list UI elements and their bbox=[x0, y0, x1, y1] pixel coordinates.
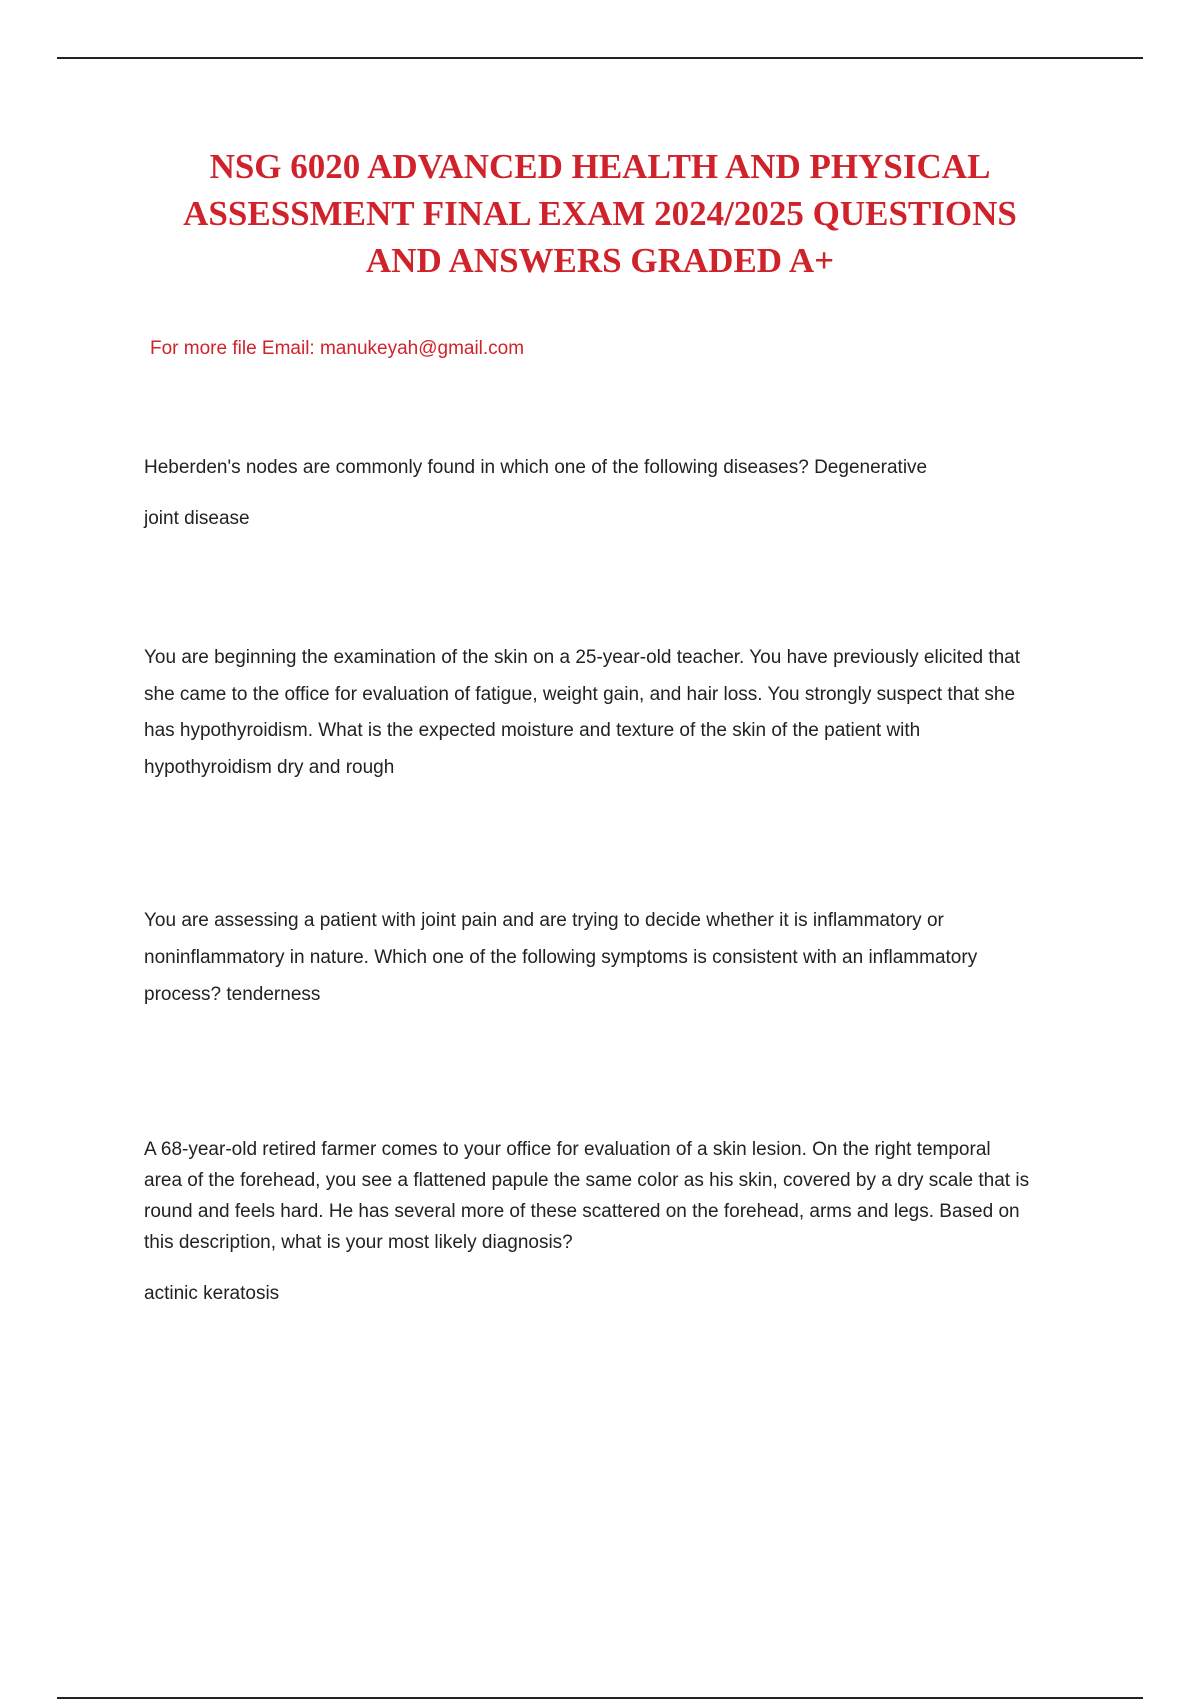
question-text-line: You are assessing a patient with joint pain and are trying to decide whether it is inflammatory or bbox=[144, 910, 944, 931]
title-line: NSG 6020 ADVANCED HEALTH AND PHYSICAL bbox=[209, 147, 991, 186]
top-rule bbox=[57, 57, 1143, 59]
title-line: AND ANSWERS GRADED A+ bbox=[365, 241, 835, 280]
question-text-line: this description, what is your most likely diagnosis? bbox=[144, 1232, 573, 1253]
question-text-line: area of the forehead, you see a flattened papule the same color as his skin, covered by a dry scale that is bbox=[144, 1170, 1030, 1191]
question-text-line: A 68-year-old retired farmer comes to your office for evaluation of a skin lesion. On the right temporal bbox=[144, 1139, 991, 1160]
question-block-3 bbox=[144, 902, 1084, 1013]
contact-email-line: For more file Email: manukeyah@gmail.com bbox=[150, 338, 525, 359]
bottom-rule bbox=[57, 1697, 1143, 1699]
title-line: ASSESSMENT FINAL EXAM 2024/2025 QUESTIONS bbox=[183, 194, 1017, 233]
document-title bbox=[100, 143, 1100, 284]
question-text-line: You are beginning the examination of the skin on a 25-year-old teacher. You have previously elicited that bbox=[144, 647, 1021, 668]
answer-text: actinic keratosis bbox=[144, 1283, 280, 1304]
question-text-line: noninflammatory in nature. Which one of the following symptoms is consistent with an inflammatory bbox=[144, 947, 978, 968]
question-text-line: joint disease bbox=[144, 508, 250, 529]
question-text-line: has hypothyroidism. What is the expected moisture and texture of the skin of the patient with bbox=[144, 720, 921, 741]
question-block-2 bbox=[144, 640, 1084, 786]
question-text-line: Heberden's nodes are commonly found in which one of the following diseases? Degenerative bbox=[144, 457, 928, 478]
question-text-line: round and feels hard. He has several more of these scattered on the forehead, arms and legs. Based on bbox=[144, 1201, 1020, 1222]
question-block-4 bbox=[144, 1134, 1084, 1309]
question-block-1 bbox=[144, 442, 1084, 544]
question-text-line: she came to the office for evaluation of fatigue, weight gain, and hair loss. You strongly suspect that she bbox=[144, 683, 1016, 705]
question-text-line: hypothyroidism dry and rough bbox=[144, 756, 395, 778]
question-text-line: process? tenderness bbox=[144, 984, 321, 1005]
